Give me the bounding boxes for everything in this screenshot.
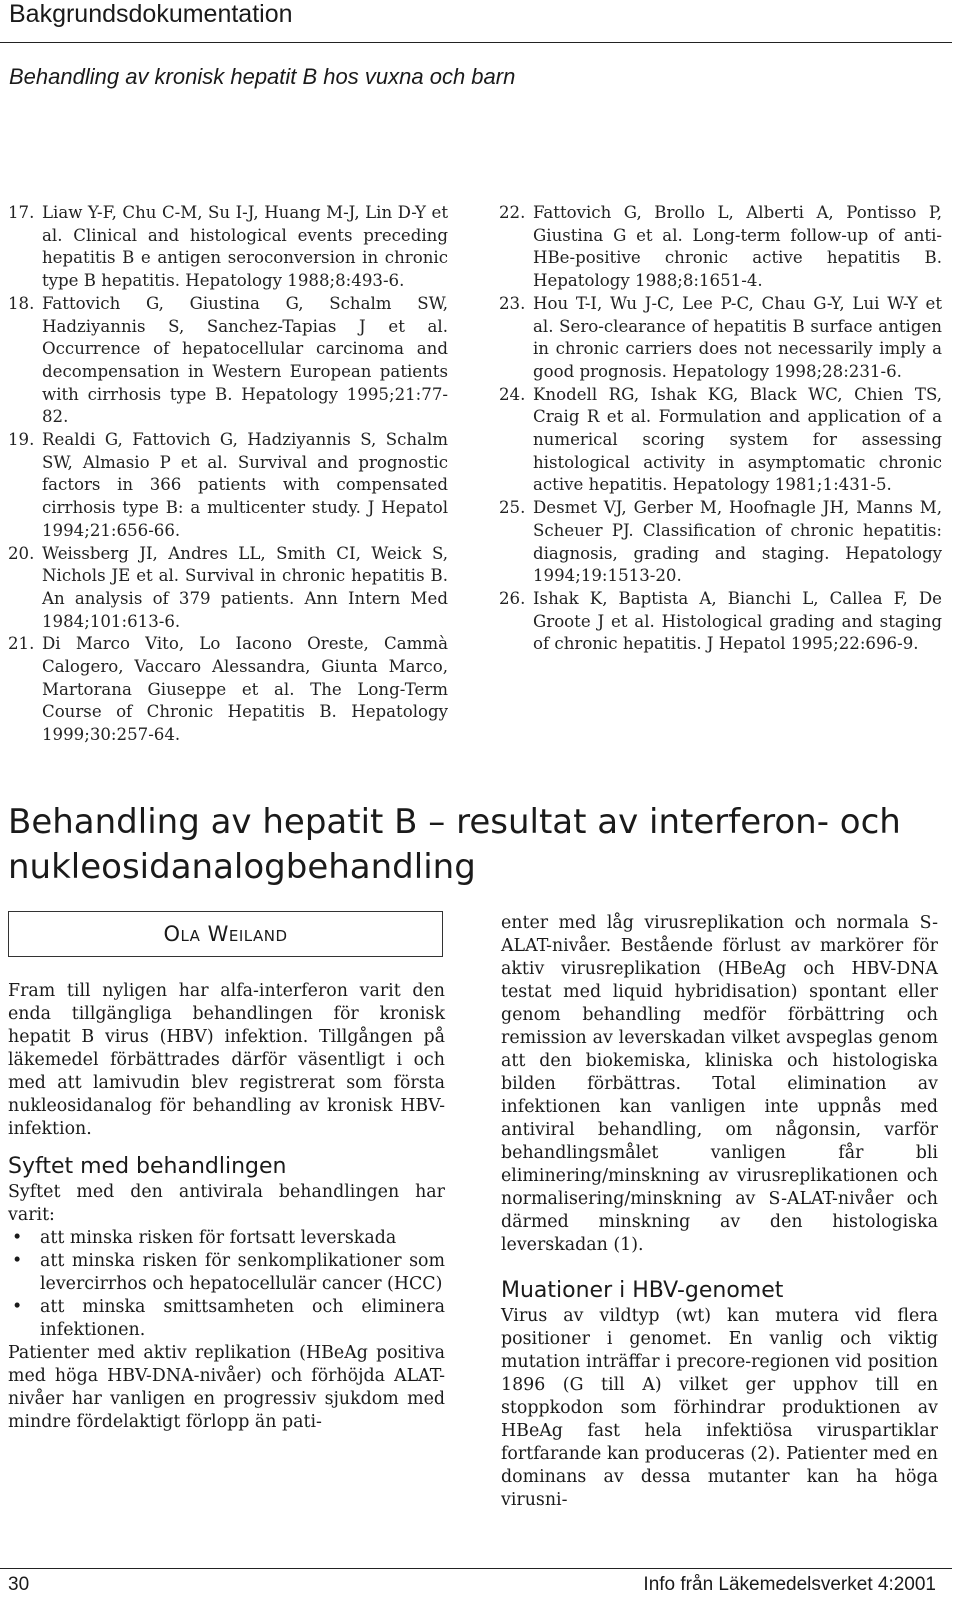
section-label: Bakgrundsdokumentation bbox=[9, 0, 293, 28]
purpose-lead: Syftet med den antivirala behandlingen har varit: bbox=[8, 1182, 445, 1225]
reference-item bbox=[499, 497, 942, 588]
section-heading-purpose: Syftet med behandlingen bbox=[8, 1154, 287, 1179]
section-heading-mutations: Muationer i HBV-genomet bbox=[501, 1278, 784, 1303]
reference-text: Desmet VJ, Gerber M, Hoofnagle JH, Manns M, Scheuer PJ. Classification of chronic hepatitis: diagnosis, grading and staging. Hepatology 1994;19:1513-20. bbox=[533, 498, 942, 586]
reference-item bbox=[8, 543, 448, 634]
reference-text: Fattovich G, Giustina G, Schalm SW, Hadziyannis S, Sanchez-Tapias J et al. Occurrence of hepatocellular carcinoma and decompensation in Western European patients with cirrhosis type B. Hepatology 1995;21:77-82. bbox=[42, 293, 448, 427]
footer-rule bbox=[0, 1568, 952, 1569]
reference-item bbox=[8, 293, 448, 429]
reference-number: 18. bbox=[8, 293, 35, 313]
reference-text: Knodell RG, Ishak KG, Black WC, Chien TS, Craig R et al. Formulation and application of a numerical scoring system for assessing histological activity in asymptomatic chronic active hepatitis. Hepatology 1981;1:431-5. bbox=[533, 384, 942, 495]
continuation-paragraph: enter med låg virusreplikation och normala S-ALAT-nivåer. Bestående förlust av markörer för aktiv virusreplikation (HBeAg och HBV-DNA testat med liquid hybridisation) spontant eller genom behandling medför förbättring och remission av leverskadan vilket avspeglas genom att den biokemiska, kliniska och histologiska bilden förbättras. Total elimination av infektionen kan vanligen inte uppnås med antiviral behandling, om någonsin, varför behandlingsmålet vanligen får bli eliminering/minskning av virusreplikationen och normalisering/minskning av S-ALAT-nivåer och därmed minskning av den histologiska leverskadan (1). bbox=[501, 913, 938, 1255]
purpose-paragraph: Patienter med aktiv replikation (HBeAg positiva med höga HBV-DNA-nivåer) och förhöjda ALAT-nivåer har vanligen en progressiv sjukdom med mindre fördelaktigt förlopp än pati- bbox=[8, 1343, 445, 1432]
reference-number: 22. bbox=[499, 203, 526, 222]
reference-number: 19. bbox=[8, 430, 35, 450]
reference-number: 20. bbox=[8, 543, 35, 563]
intro-paragraph: Fram till nyligen har alfa-interferon varit den enda tillgängliga behandlingen för kronisk hepatit B virus (HBV) infektion. Tillgången på läkemedel förbättrades därför väsentligt i och med att lamivudin blev registrerat som första nukleosidanalog för behandling av kronisk HBV-infektion. bbox=[8, 981, 445, 1139]
author-box bbox=[8, 911, 443, 957]
purpose-bullet-list bbox=[8, 1227, 445, 1342]
reference-item bbox=[8, 633, 448, 747]
reference-list-right bbox=[499, 202, 942, 656]
bullet-item: • att minska risken för senkomplikationer som levercirrhos och hepatocellulär cancer (HCC) bbox=[8, 1250, 445, 1296]
page-number: 30 bbox=[8, 1574, 30, 1595]
reference-item bbox=[499, 293, 942, 384]
reference-number: 17. bbox=[8, 203, 35, 222]
reference-number: 23. bbox=[499, 293, 526, 313]
reference-text: Liaw Y-F, Chu C-M, Su I-J, Huang M-J, Lin D-Y et al. Clinical and histological events preceding hepatitis B e antigen seroconversion in chronic type B hepatitis. Hepatology 1988;8:493-6. bbox=[42, 203, 448, 291]
header-rule bbox=[0, 42, 952, 43]
reference-text: Ishak K, Baptista A, Bianchi L, Callea F, De Groote J et al. Histological grading and staging of chronic hepatitis. J Hepatol 1995;22:696-9. bbox=[533, 588, 942, 654]
publication-name: Info från Läkemedelsverket 4:2001 bbox=[643, 1574, 936, 1595]
article-column-left bbox=[8, 980, 445, 1434]
article-column-right bbox=[501, 912, 938, 1512]
reference-item bbox=[499, 588, 942, 656]
article-title: Behandling av hepatit B – resultat av interferon- och nukleosidanalogbehandling bbox=[8, 802, 901, 887]
reference-text: Di Marco Vito, Lo Iacono Oreste, Cammà Calogero, Vaccaro Alessandra, Giunta Marco, Martorana Giuseppe et al. The Long-Term Course of Chronic Hepatitis B. Hepatology 1999;30:257-64. bbox=[42, 634, 448, 745]
reference-text: Hou T-I, Wu J-C, Lee P-C, Chau G-Y, Lui W-Y et al. Sero-clearance of hepatitis B surface antigen in chronic carriers does not necessarily imply a good prognosis. Hepatology 1998;28:231-6. bbox=[533, 293, 942, 381]
reference-number: 21. bbox=[8, 634, 35, 654]
author-name: Ola Weiland bbox=[163, 922, 288, 946]
reference-number: 26. bbox=[499, 588, 526, 608]
reference-item bbox=[8, 202, 448, 293]
reference-text: Weissberg JI, Andres LL, Smith CI, Weick S, Nichols JE et al. Survival in chronic hepatitis B. An analysis of 379 patients. Ann Intern Med 1984;101:613-6. bbox=[42, 543, 448, 631]
bullet-item: • att minska risken för fortsatt leverskada bbox=[8, 1227, 445, 1250]
reference-number: 24. bbox=[499, 384, 526, 404]
reference-list-left bbox=[8, 202, 448, 747]
reference-item bbox=[8, 429, 448, 543]
reference-text: Realdi G, Fattovich G, Hadziyannis S, Schalm SW, Almasio P et al. Survival and prognostic factors in 366 patients with compensated cirrhosis type B: a multicenter study. J Hepatol 1994;21:656-66. bbox=[42, 430, 448, 540]
reference-item bbox=[499, 202, 942, 293]
document-subtitle: Behandling av kronisk hepatit B hos vuxna och barn bbox=[9, 64, 516, 89]
reference-item bbox=[499, 384, 942, 498]
reference-number: 25. bbox=[499, 498, 526, 518]
reference-text: Fattovich G, Brollo L, Alberti A, Pontisso P, Giustina G et al. Long-term follow-up of anti-HBe-positive chronic active hepatitis B. Hepatology 1988;8:1651-4. bbox=[533, 203, 942, 291]
bullet-item: • att minska smittsamheten och eliminera infektionen. bbox=[8, 1296, 445, 1342]
mutations-paragraph: Virus av vildtyp (wt) kan mutera vid flera positioner i genomet. En vanlig och viktig mutation inträffar i precore-regionen vid position 1896 (G till A) vilket ger upphov till en stoppkodon som förhindrar produktionen av HBeAg fast hela infektiösa viruspartiklar fortfarande kan produceras (2). Patienter med en dominans av dessa mutanter kan ha höga virusni- bbox=[501, 1306, 938, 1510]
